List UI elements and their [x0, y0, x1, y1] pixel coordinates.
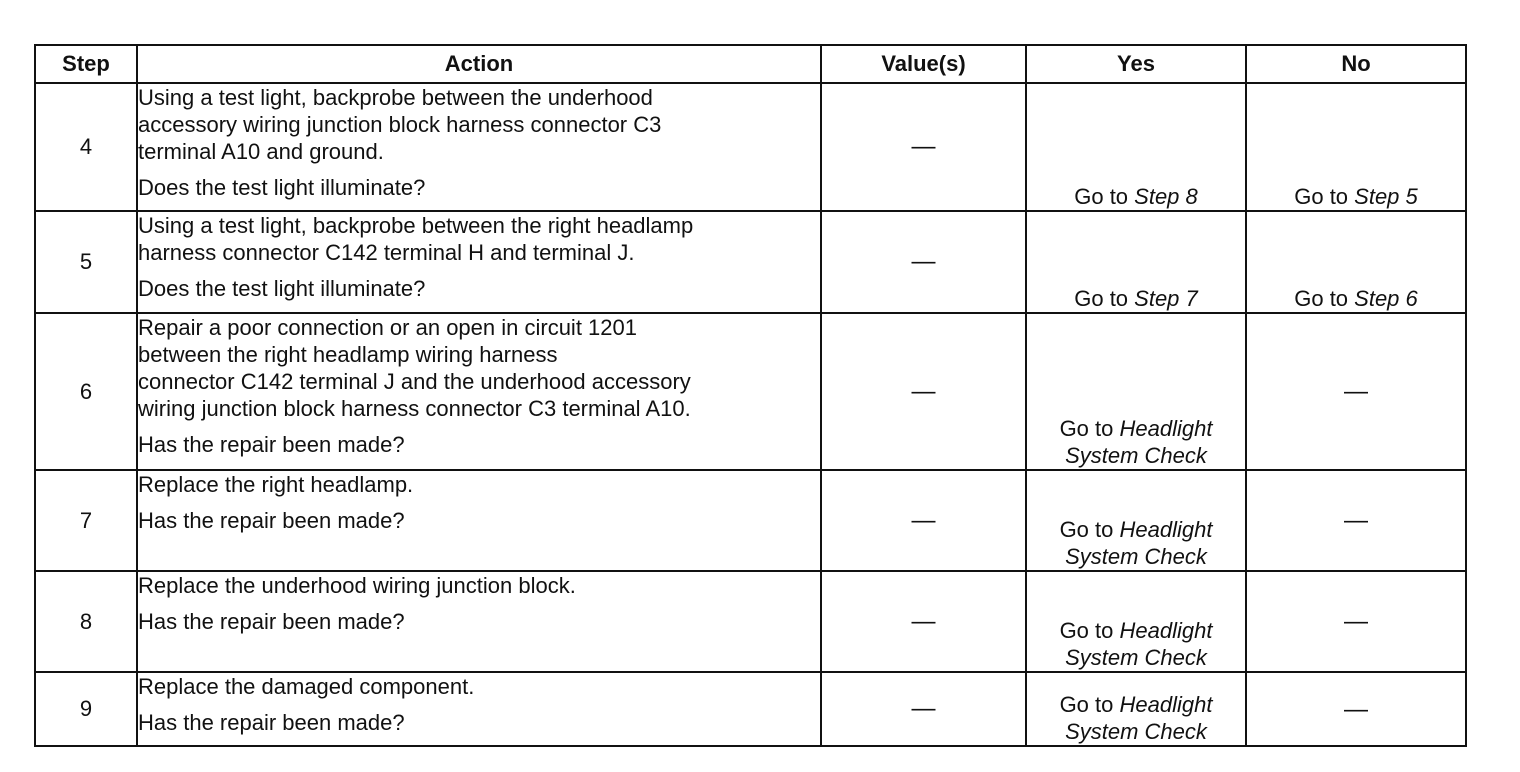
yes-prefix: Go to	[1059, 517, 1120, 542]
step-number: 9	[35, 672, 137, 746]
table-row-step-9	[35, 672, 1466, 746]
no-cell: —	[1246, 571, 1466, 672]
action-question: Has the repair been made?	[138, 609, 405, 634]
action-line: between the right headlamp wiring harness	[138, 342, 558, 367]
yes-target: Step 8	[1134, 184, 1198, 209]
value-cell: —	[821, 571, 1026, 672]
table-row-step-5	[35, 211, 1466, 313]
no-cell	[1246, 83, 1466, 211]
diagnostic-table	[34, 44, 1467, 747]
action-line: wiring junction block harness connector C3 terminal A10.	[138, 396, 691, 421]
table-row-step-7	[35, 470, 1466, 571]
col-header-values: Value(s)	[821, 45, 1026, 83]
yes-target: System Check	[1065, 544, 1207, 569]
action-question: Has the repair been made?	[138, 710, 405, 735]
step-number: 6	[35, 313, 137, 470]
yes-cell	[1026, 313, 1246, 470]
action-cell	[137, 571, 821, 672]
no-prefix: Go to	[1294, 184, 1355, 209]
yes-cell	[1026, 672, 1246, 746]
action-question: Has the repair been made?	[138, 508, 405, 533]
yes-target: Headlight	[1119, 618, 1213, 643]
action-question: Has the repair been made?	[138, 432, 405, 457]
value-cell: —	[821, 83, 1026, 211]
col-header-step: Step	[35, 45, 137, 83]
step-number: 7	[35, 470, 137, 571]
action-cell	[137, 83, 821, 211]
action-cell	[137, 672, 821, 746]
action-line: accessory wiring junction block harness connector C3	[138, 112, 662, 137]
action-cell	[137, 313, 821, 470]
action-line: Using a test light, backprobe between the right headlamp	[138, 213, 694, 238]
no-cell: —	[1246, 470, 1466, 571]
yes-cell	[1026, 571, 1246, 672]
value-cell: —	[821, 672, 1026, 746]
table-row-step-6	[35, 313, 1466, 470]
value-cell: —	[821, 470, 1026, 571]
step-number: 8	[35, 571, 137, 672]
col-header-yes: Yes	[1026, 45, 1246, 83]
yes-prefix: Go to	[1059, 618, 1120, 643]
yes-target: Headlight	[1119, 692, 1213, 717]
action-cell	[137, 211, 821, 313]
yes-target: System Check	[1065, 443, 1207, 468]
action-question: Does the test light illuminate?	[138, 276, 426, 301]
value-cell: —	[821, 313, 1026, 470]
action-line: terminal A10 and ground.	[138, 139, 384, 164]
action-line: Replace the underhood wiring junction block.	[138, 573, 576, 598]
action-line: Replace the right headlamp.	[138, 472, 414, 497]
yes-target: System Check	[1065, 719, 1207, 744]
step-number: 5	[35, 211, 137, 313]
no-cell	[1246, 211, 1466, 313]
no-target: Step 6	[1354, 286, 1418, 311]
yes-target: Headlight	[1119, 416, 1213, 441]
yes-cell	[1026, 470, 1246, 571]
step-number: 4	[35, 83, 137, 211]
table-row-step-4	[35, 83, 1466, 211]
action-line: connector C142 terminal J and the underhood accessory	[138, 369, 691, 394]
no-prefix: Go to	[1294, 286, 1355, 311]
yes-prefix: Go to	[1074, 184, 1135, 209]
yes-cell	[1026, 83, 1246, 211]
action-cell	[137, 470, 821, 571]
value-cell: —	[821, 211, 1026, 313]
yes-prefix: Go to	[1074, 286, 1135, 311]
yes-prefix: Go to	[1059, 416, 1120, 441]
no-cell: —	[1246, 313, 1466, 470]
yes-cell	[1026, 211, 1246, 313]
yes-target: System Check	[1065, 645, 1207, 670]
no-target: Step 5	[1354, 184, 1418, 209]
action-line: Repair a poor connection or an open in circuit 1201	[138, 315, 637, 340]
action-line: Using a test light, backprobe between the underhood	[138, 85, 653, 110]
no-cell: —	[1246, 672, 1466, 746]
action-line: harness connector C142 terminal H and terminal J.	[138, 240, 635, 265]
action-line: Replace the damaged component.	[138, 674, 475, 699]
action-question: Does the test light illuminate?	[138, 175, 426, 200]
header-row	[35, 45, 1466, 83]
table-row-step-8	[35, 571, 1466, 672]
yes-target: Headlight	[1119, 517, 1213, 542]
yes-target: Step 7	[1134, 286, 1198, 311]
col-header-action: Action	[137, 45, 821, 83]
yes-prefix: Go to	[1059, 692, 1120, 717]
col-header-no: No	[1246, 45, 1466, 83]
